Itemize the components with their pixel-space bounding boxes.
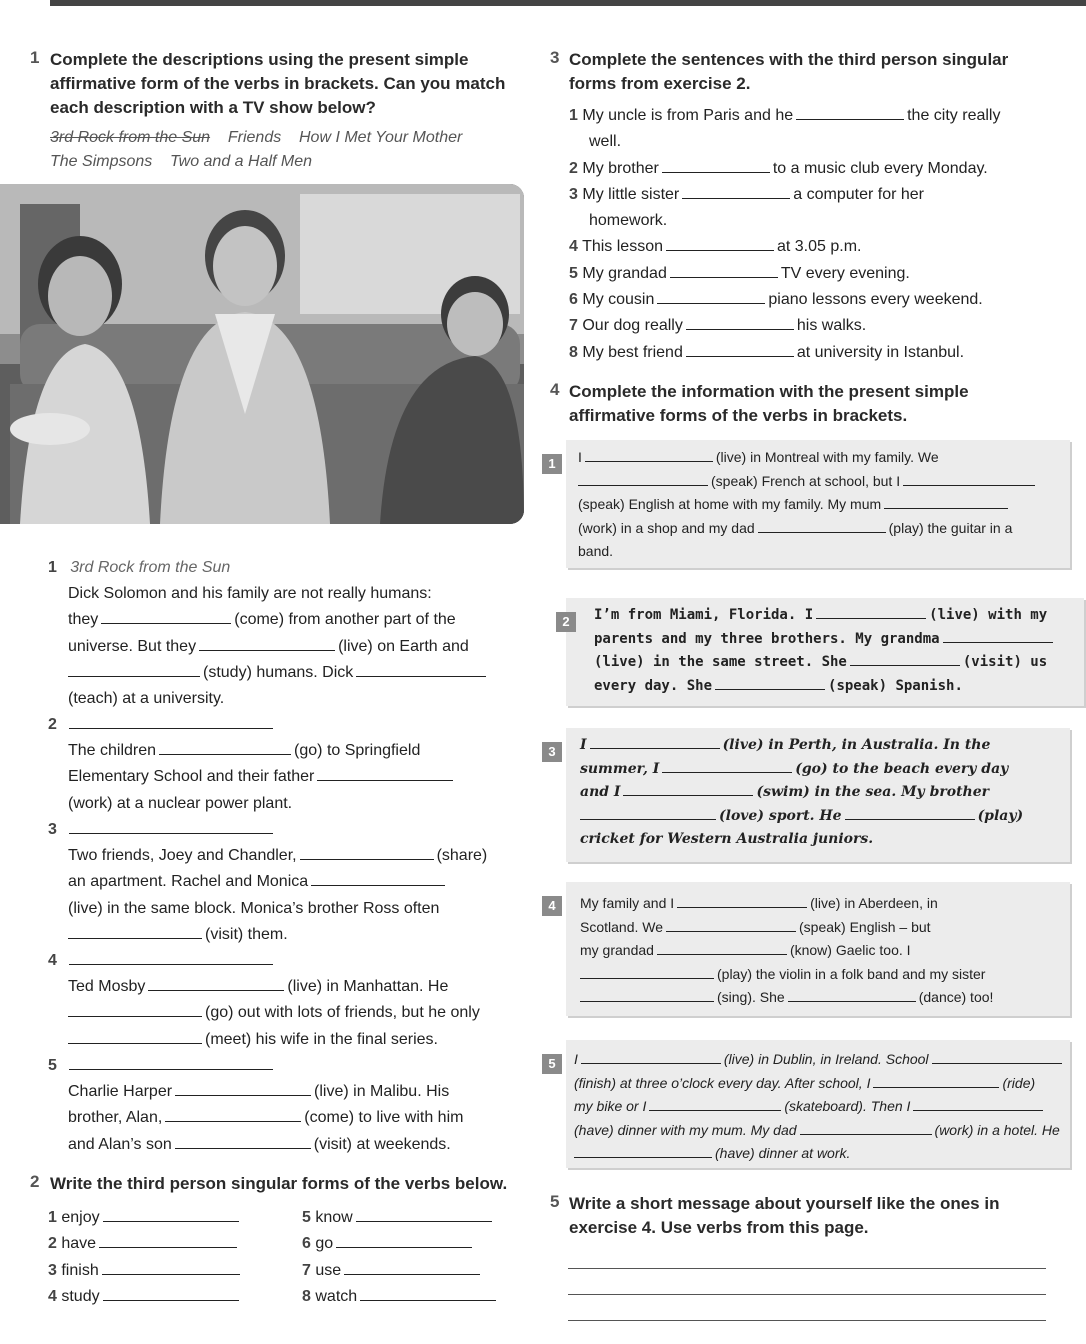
tv-show-list xyxy=(50,126,530,174)
description-3 xyxy=(48,817,518,948)
answer-blank[interactable] xyxy=(903,471,1035,486)
description-line: universe. But they (live) on Earth and xyxy=(68,637,469,655)
answer-blank[interactable] xyxy=(845,805,975,820)
show-name: How I Met Your Mother xyxy=(299,129,463,146)
answer-blank[interactable] xyxy=(574,1143,712,1158)
answer-blank[interactable] xyxy=(662,158,770,173)
card-badge: 3 xyxy=(542,742,562,762)
answer-blank[interactable] xyxy=(682,184,790,199)
exercise-5-header xyxy=(550,1192,1070,1240)
top-rule xyxy=(50,0,1086,6)
exercise-number: 1 xyxy=(30,48,40,67)
answer-blank[interactable] xyxy=(103,1207,239,1222)
writing-line[interactable] xyxy=(568,1268,1046,1269)
answer-blank[interactable] xyxy=(913,1096,1043,1111)
exercise-title-line: exercise 4. Use verbs from this page. xyxy=(569,1218,869,1237)
answer-blank[interactable] xyxy=(311,871,445,886)
answer-blank[interactable] xyxy=(356,662,486,677)
answer-blank[interactable] xyxy=(175,1081,311,1096)
answer-blank[interactable] xyxy=(788,987,916,1002)
description-line: they (come) from another part of the xyxy=(68,611,456,629)
answer-blank[interactable] xyxy=(99,1233,237,1248)
sentence-item: 8 My best friend at university in Istanbul. xyxy=(569,343,965,361)
show-name: The Simpsons xyxy=(50,153,153,170)
answer-blank[interactable] xyxy=(662,758,792,773)
exercise-title-line: forms from exercise 2. xyxy=(569,74,751,93)
answer-blank[interactable] xyxy=(360,1286,496,1301)
answer-blank[interactable] xyxy=(159,740,291,755)
exercise-title-line: Write a short message about yourself like the ones in xyxy=(569,1194,1000,1213)
answer-blank[interactable] xyxy=(670,263,778,278)
verb-list-col-2: 5 know 6 go 7 use 8 watch xyxy=(302,1205,532,1310)
answer-blank[interactable] xyxy=(148,976,284,991)
answer-blank[interactable] xyxy=(850,651,960,666)
exercise-2-header xyxy=(30,1172,530,1196)
show-name: Two and a Half Men xyxy=(170,153,313,170)
description-line: (work) at a nuclear power plant. xyxy=(68,794,293,812)
description-show-answer: 3rd Rock from the Sun xyxy=(70,559,231,576)
sentence-item-cont: well. xyxy=(589,133,622,151)
description-line: (visit) them. xyxy=(68,922,518,948)
answer-blank[interactable] xyxy=(101,609,231,624)
description-2 xyxy=(48,712,518,817)
answer-blank[interactable] xyxy=(932,1049,1062,1064)
answer-blank[interactable] xyxy=(102,1260,240,1275)
description-line: Elementary School and their father xyxy=(68,764,518,790)
answer-blank[interactable] xyxy=(68,1002,202,1017)
description-line: brother, Alan, (come) to live with him xyxy=(68,1109,464,1127)
description-line: an apartment. Rachel and Monica xyxy=(68,869,518,895)
info-card-1: 1 I (live) in Montreal with my family. We (speak) French at school, but I (speak) English at home with my family. My mum (work) in a shop and my dad (play) the guitar in a band. xyxy=(566,440,1070,568)
answer-blank[interactable] xyxy=(677,893,807,908)
exercise-title-line: Complete the descriptions using the present simple xyxy=(50,50,469,69)
answer-blank[interactable] xyxy=(199,636,335,651)
exercise-number: 4 xyxy=(550,380,560,399)
description-number: 5 xyxy=(48,1057,57,1074)
writing-line[interactable] xyxy=(568,1294,1046,1295)
answer-blank[interactable] xyxy=(686,342,794,357)
sentence-item: 4 This lesson at 3.05 p.m. xyxy=(569,238,862,256)
sentence-item: 5 My grandad TV every evening. xyxy=(569,264,910,282)
info-card-5: 5 I (live) in Dublin, in Ireland. School (finish) at three o’clock every day. After school, I (ride) my bike or I (skateboard). Then I (have) dinner with my mum. My dad (work) in a hotel. He (have) dinner at work. xyxy=(566,1040,1070,1168)
verb-list-col-1: 1 enjoy 2 have 3 finish 4 study xyxy=(48,1205,278,1310)
sentence-item: 7 Our dog really his walks. xyxy=(569,317,867,335)
info-card-4: 4 My family and I (live) in Aberdeen, in Scotland. We (speak) English – but my grandad (know) Gaelic too. I (play) the violin in a folk band and my sister (sing). She (dance) too! xyxy=(566,882,1070,1016)
answer-blank[interactable] xyxy=(69,950,273,965)
description-line: and Alan’s son (visit) at weekends. xyxy=(68,1135,451,1153)
answer-blank[interactable] xyxy=(943,628,1053,643)
answer-blank[interactable] xyxy=(175,1134,311,1149)
answer-blank[interactable] xyxy=(796,105,904,120)
description-line: Two friends, Joey and Chandler, (share) xyxy=(68,847,488,864)
answer-blank[interactable] xyxy=(666,236,774,251)
description-number: 4 xyxy=(48,952,57,969)
answer-blank[interactable] xyxy=(317,766,453,781)
answer-blank[interactable] xyxy=(585,447,713,462)
description-1 xyxy=(48,555,518,712)
answer-blank[interactable] xyxy=(68,662,200,677)
description-5 xyxy=(48,1053,518,1158)
exercise-number: 5 xyxy=(550,1192,560,1211)
sentence-item: 6 My cousin piano lessons every weekend. xyxy=(569,291,983,309)
description-number: 1 xyxy=(48,559,57,576)
card-badge: 2 xyxy=(556,612,576,632)
answer-blank[interactable] xyxy=(300,845,434,860)
exercise-number: 3 xyxy=(550,48,560,67)
card-badge: 4 xyxy=(542,896,562,916)
exercise-title-line: affirmative form of the verbs in brackets. Can you match xyxy=(50,74,506,93)
exercise-number: 2 xyxy=(30,1172,40,1191)
exercise-title-line: affirmative forms of the verbs in brackets. xyxy=(569,406,908,425)
show-name: Friends xyxy=(227,129,282,146)
sentence-item: 3 My little sister a computer for her xyxy=(569,185,924,203)
answer-blank[interactable] xyxy=(69,819,273,834)
answer-blank[interactable] xyxy=(581,1049,721,1064)
info-card-3: 3 I (live) in Perth, in Australia. In the summer, I (go) to the beach every day and I (swim) in the sea. My brother (love) sport. He (play) cricket for Western Australia juniors. xyxy=(566,728,1070,862)
exercise-3-items xyxy=(569,103,1069,366)
description-line: (meet) his wife in the final series. xyxy=(68,1027,528,1053)
answer-blank[interactable] xyxy=(800,1120,932,1135)
exercise-4-header xyxy=(550,380,1070,428)
description-number: 2 xyxy=(48,716,57,733)
answer-blank[interactable] xyxy=(344,1260,480,1275)
exercise-title-line: each description with a TV show below? xyxy=(50,98,376,117)
answer-blank[interactable] xyxy=(666,917,796,932)
exercise-title: Write the third person singular forms of the verbs below. xyxy=(50,1174,508,1193)
answer-blank[interactable] xyxy=(578,471,708,486)
description-line: Ted Mosby (live) in Manhattan. He xyxy=(68,978,449,995)
description-line: (go) out with lots of friends, but he only xyxy=(68,1000,528,1026)
exercise-title-line: Complete the information with the present simple xyxy=(569,382,969,401)
answer-blank[interactable] xyxy=(657,940,787,955)
description-4 xyxy=(48,948,528,1053)
answer-blank[interactable] xyxy=(649,1096,781,1111)
answer-blank[interactable] xyxy=(580,805,716,820)
show-name: 3rd Rock from the Sun xyxy=(50,129,211,146)
answer-blank[interactable] xyxy=(69,1055,273,1070)
sentence-item: 2 My brother to a music club every Monday. xyxy=(569,159,988,177)
answer-blank[interactable] xyxy=(68,924,202,939)
description-line: The children (go) to Springfield xyxy=(68,742,421,759)
answer-blank[interactable] xyxy=(356,1207,492,1222)
info-card-2: 2 I’m from Miami, Florida. I (live) with my parents and my three brothers. My grandma (live) in the same street. She (visit) us every day. She (speak) Spanish. xyxy=(566,598,1084,706)
card-badge: 5 xyxy=(542,1054,562,1074)
answer-blank[interactable] xyxy=(623,781,753,796)
description-line: Dick Solomon and his family are not really humans: xyxy=(68,585,432,602)
answer-blank[interactable] xyxy=(68,1029,202,1044)
description-line: (teach) at a university. xyxy=(68,690,225,708)
answer-blank[interactable] xyxy=(580,964,714,979)
answer-blank[interactable] xyxy=(758,518,886,533)
writing-line[interactable] xyxy=(568,1320,1046,1321)
answer-blank[interactable] xyxy=(103,1286,239,1301)
answer-blank[interactable] xyxy=(873,1073,999,1088)
sentence-item: 1 My uncle is from Paris and he the city really xyxy=(569,107,1001,124)
answer-blank[interactable] xyxy=(590,734,720,749)
answer-blank[interactable] xyxy=(884,494,1008,509)
exercise-3-header xyxy=(550,48,1070,96)
description-line: (study) humans. Dick xyxy=(68,660,518,686)
answer-blank[interactable] xyxy=(336,1233,472,1248)
answer-blank[interactable] xyxy=(580,987,714,1002)
description-number: 3 xyxy=(48,821,57,838)
answer-blank[interactable] xyxy=(816,604,926,619)
answer-blank[interactable] xyxy=(715,675,825,690)
answer-blank[interactable] xyxy=(69,714,273,729)
description-line: (live) in the same block. Monica’s brother Ross often xyxy=(68,899,440,917)
description-line: Charlie Harper (live) in Malibu. His xyxy=(68,1083,450,1100)
answer-blank[interactable] xyxy=(165,1107,301,1122)
answer-blank[interactable] xyxy=(686,315,794,330)
exercise-1-header xyxy=(30,48,530,120)
tv-show-photo xyxy=(0,184,524,524)
sentence-item-cont: homework. xyxy=(589,212,668,230)
exercise-title-line: Complete the sentences with the third person singular xyxy=(569,50,1009,69)
answer-blank[interactable] xyxy=(657,289,765,304)
card-badge: 1 xyxy=(542,454,562,474)
